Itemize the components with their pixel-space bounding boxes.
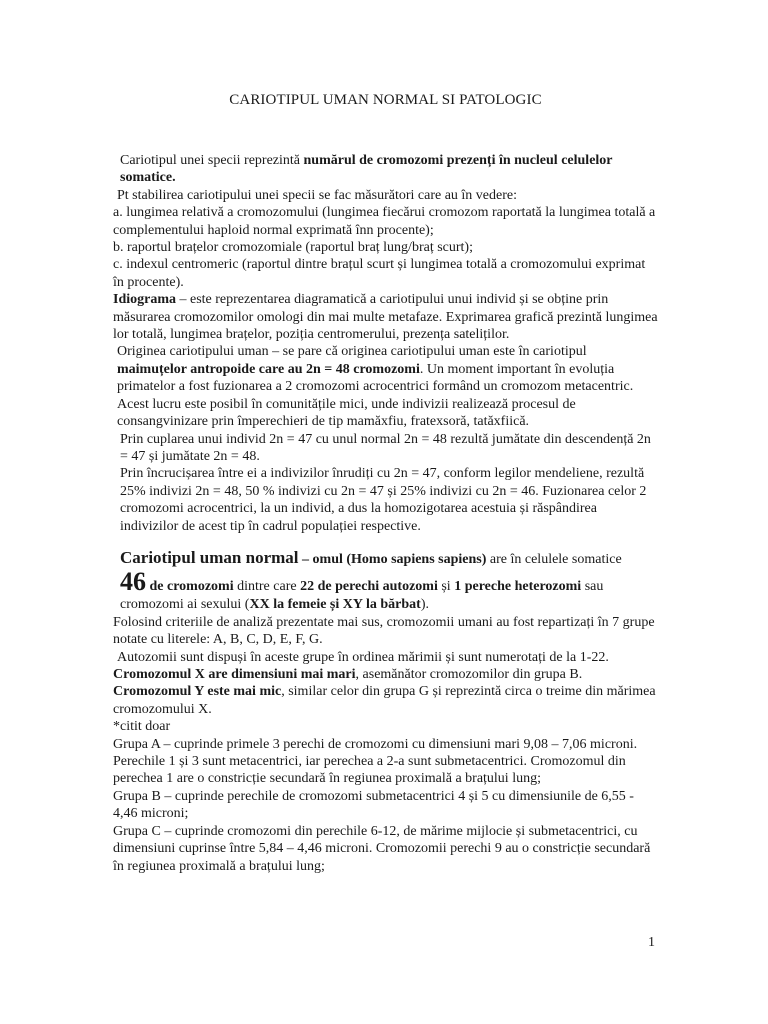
text-run: ).	[420, 597, 429, 613]
text-run: Originea cariotipului uman – se pare că originea cariotipului uman este în cariotipul	[117, 344, 587, 360]
intro-section	[113, 152, 658, 535]
text-run: . Un moment important în evoluția primatelor a fost fuzionarea a 2 cromozomi acrocentrici formând un cromozom metacentric. Acest lucru este posibil în comunitățile mici, unde indivizii realizează procesul de consangvinizare prin împerechieri de tip mamăxfiu, fratexsoră, tatăxfiică.	[117, 361, 634, 430]
bold-run: Cromozomul X are dimensiuni mai mari	[113, 667, 356, 683]
text-run: , similar celor din grupa G și reprezintă circa o treime din mărimea cromozomului X.	[113, 684, 656, 717]
paragraph-y	[113, 683, 658, 718]
text-run: are în celulele somatice	[486, 552, 622, 567]
section-intro	[113, 549, 658, 614]
bold-run: numărul de cromozomi prezenți în nucleul celulelor somatice.	[120, 153, 613, 186]
bold-run: 22 de perechi autozomi	[300, 579, 438, 595]
bold-run: 1 pereche heterozomi	[454, 579, 582, 595]
bold-run: XX la femeie și XY la bărbat	[249, 597, 421, 613]
page-title: CARIOTIPUL UMAN NORMAL SI PATOLOGIC	[229, 92, 542, 108]
bold-term: Idiograma	[113, 292, 176, 308]
paragraph-group-a: Grupa A – cuprinde primele 3 perechi de cromozomi cu dimensiuni mari 9,08 – 7,06 microni. Perechile 1 și 3 sunt metacentrici, iar perechea a 2-a sunt submetacentrici. Cromozomul din perechea 1 are o constricție secundară în regiunea proximală a brațului lung;	[113, 736, 638, 787]
text-run: – este reprezentarea diagramatică a cariotipului unui individ și se obține prin măsurarea cromozomilor omologi din mai multe metafaze. Exprimarea grafică prezintă lungimea lor totală, lungimea brațelor, poziția centromerului, prezența sateliților.	[113, 292, 658, 343]
chromosome-count: 46	[120, 567, 146, 597]
bold-run: – omul (Homo sapiens sapiens)	[298, 552, 487, 567]
bold-run: Cromozomul Y este mai mic	[113, 684, 282, 700]
paragraph-incrucisare: Prin încrucișarea între ei a indivizilor înrudiți cu 2n = 47, conform legilor mendeliene, rezultă 25% indivizi 2n = 48, 50 % indivizi cu 2n = 47 și 25% indivizi cu 2n = 46. Fuzionarea celor 2 cromozomi acrocentrici, la un individ, a dus la homozigotarea acestuia și răspândirea indivizilor de acest tip în cadrul populației respective.	[120, 466, 647, 534]
list-item-a: a. lungimea relativă a cromozomului (lungimea fiecărui cromozom raportată la lungimea totală a complementului haploid normal exprimată înn procente);	[113, 205, 656, 238]
paragraph-idiograma	[113, 291, 658, 343]
paragraph-criteria: Folosind criteriile de analiză prezentate mai sus, cromozomii umani au fost repartizați în 7 grupe notate cu literele: A, B, C, D, E, F, G.	[113, 614, 655, 648]
bold-run: maimuțelor antropoide care au 2n = 48 cromozomi	[117, 361, 420, 377]
list-item-b: b. raportul brațelor cromozomiale (raportul braț lung/braț scurt);	[113, 240, 473, 256]
paragraph-x	[113, 666, 658, 683]
list-item-c: c. indexul centromeric (raportul dintre brațul scurt și lungimea totală a cromozomului exprimat în procente).	[113, 257, 646, 290]
text-run: dintre care	[233, 579, 301, 595]
paragraph-definition	[113, 152, 658, 187]
normal-karyotype-section	[113, 549, 658, 875]
paragraph-autozomi: Autozomii sunt dispuși în aceste grupe în ordinea mărimii și sunt numerotați de la 1-22.	[117, 649, 609, 665]
section-title: Cariotipul uman normal	[120, 548, 299, 567]
paragraph-group-c: Grupa C – cuprinde cromozomi din perechile 6-12, de mărime mijlocie și submetacentrici, cu dimensiuni cuprinse între 5,84 – 4,46 microni. Cromozomii perechi 9 au o constricție secundară în regiunea proximală a brațului lung;	[113, 823, 651, 874]
paragraph-measurements: Pt stabilirea cariotipului unei specii se fac măsurători care au în vedere:	[117, 187, 518, 203]
paragraph-cuplare: Prin cuplarea unui individ 2n = 47 cu unul normal 2n = 48 rezultă jumătate din descendență 2n = 47 și jumătate 2n = 48.	[120, 431, 651, 464]
paragraph-group-b: Grupa B – cuprinde perechile de cromozomi submetacentrici 4 și 5 cu dimensiunile de 6,55 - 4,46 microni;	[113, 788, 634, 822]
text-run: Cariotipul unei specii reprezintă	[120, 153, 304, 168]
note: *citit doar	[113, 719, 171, 735]
bold-run: de cromozomi	[146, 579, 234, 595]
page-number: 1	[648, 935, 655, 950]
text-run: sau cromozomi ai sexului (	[120, 579, 604, 613]
text-run: și	[437, 579, 455, 595]
text-run: , asemănător cromozomilor din grupa B.	[355, 667, 583, 683]
paragraph-origin	[113, 343, 658, 430]
